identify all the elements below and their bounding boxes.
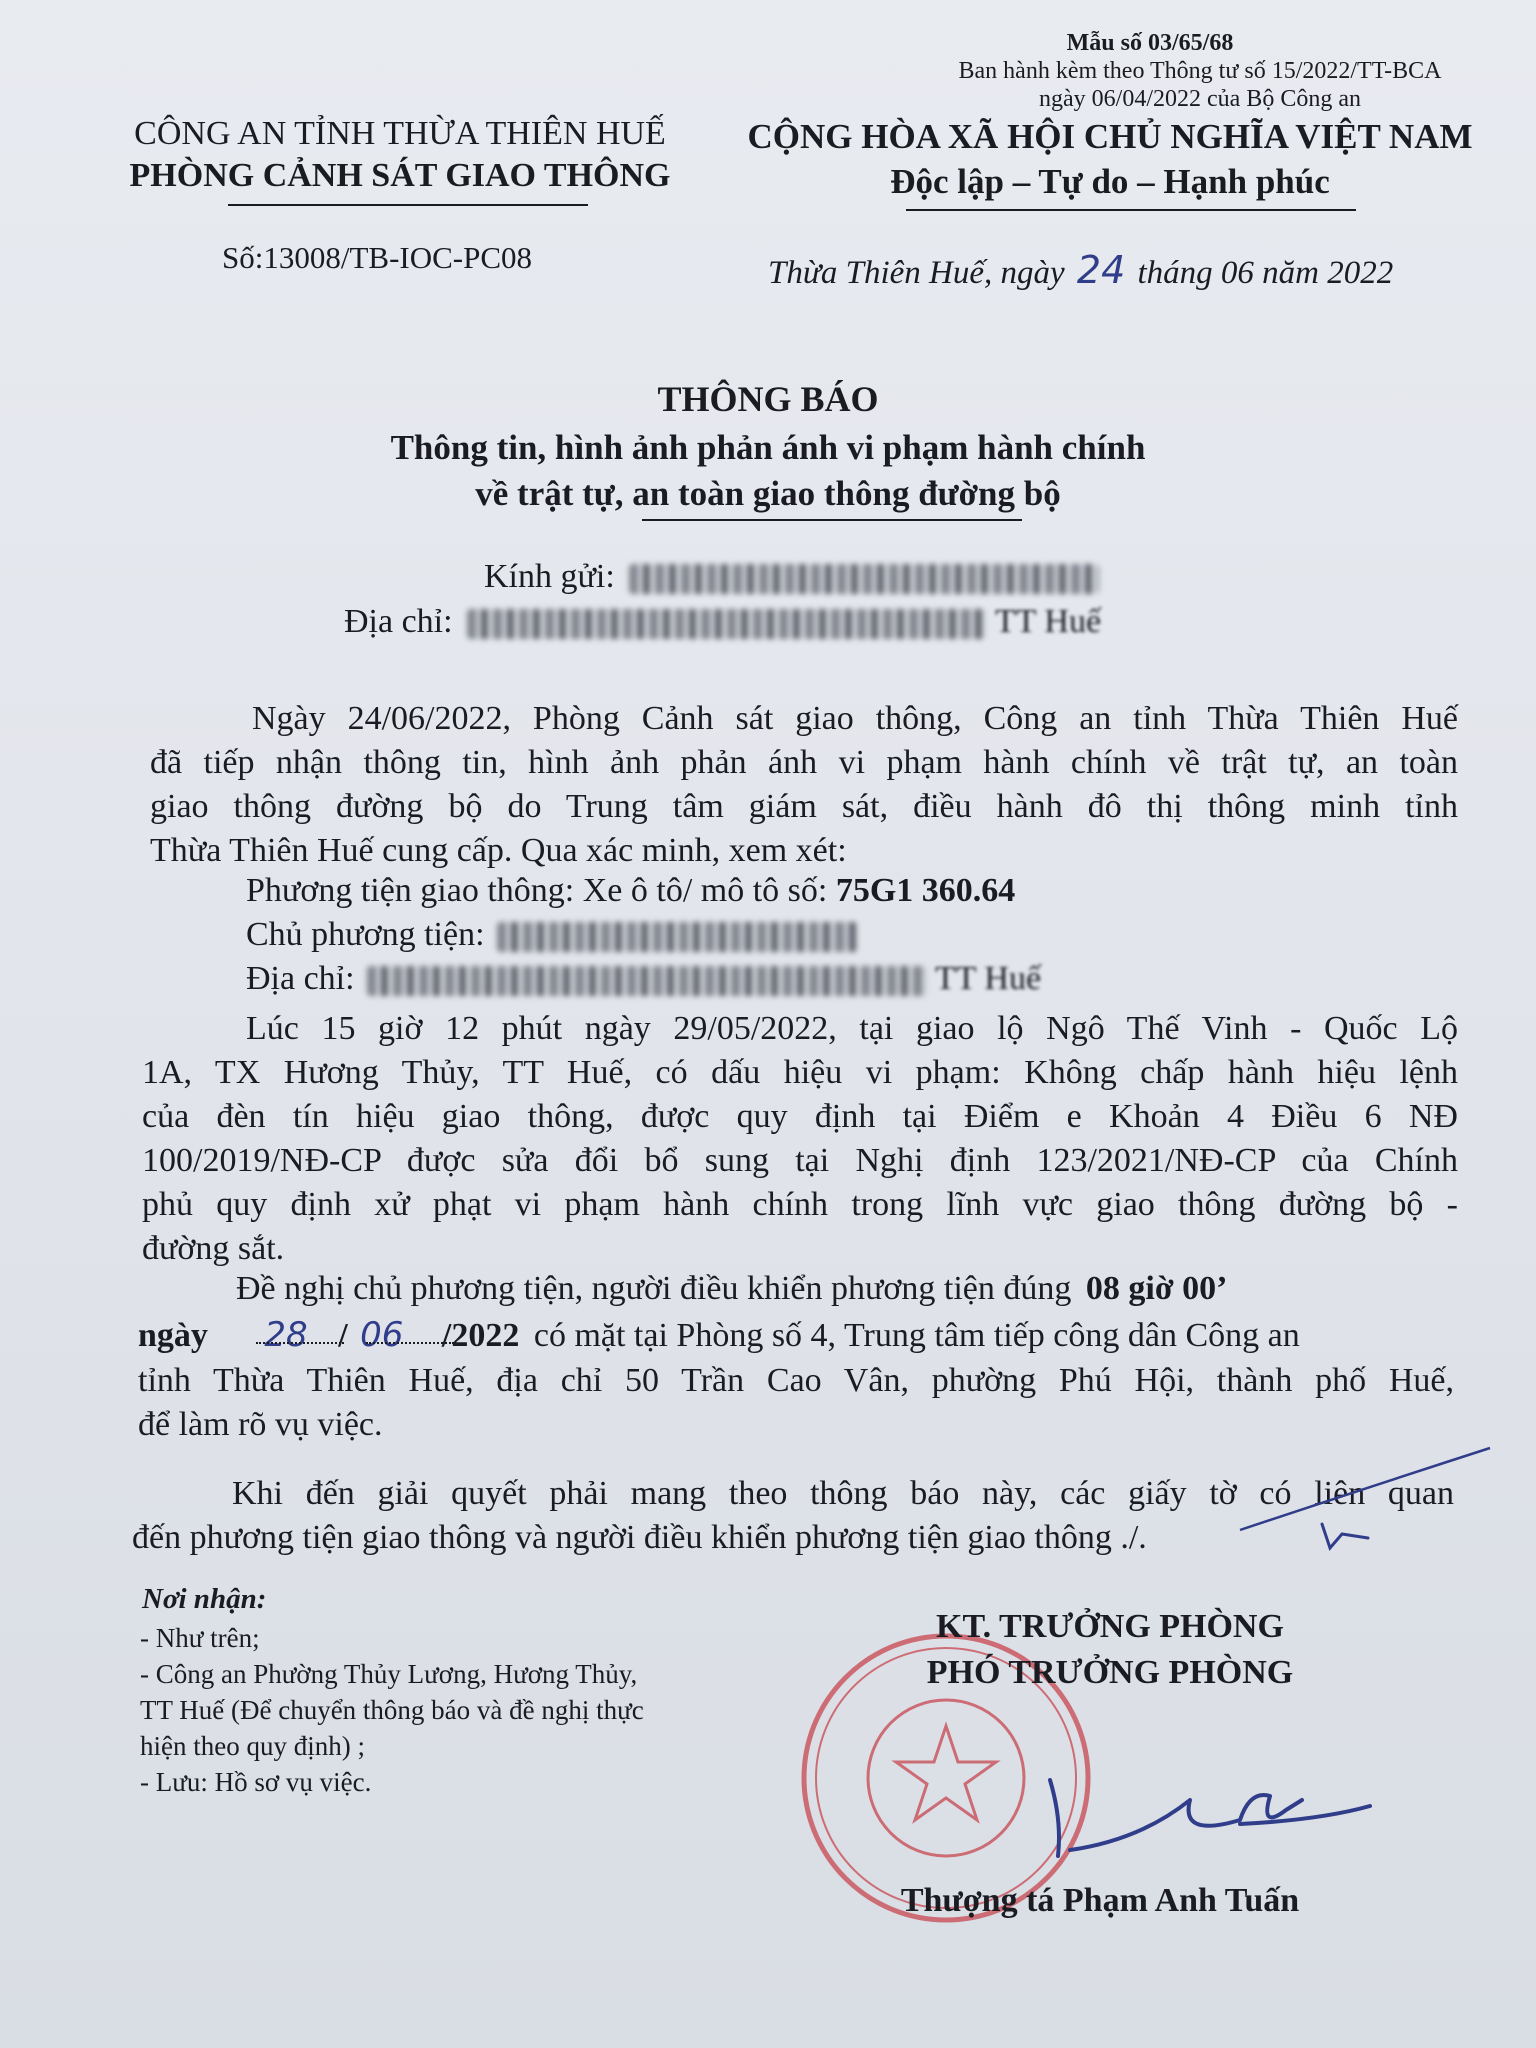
recipient-item-1: - Như trên; <box>140 1623 260 1653</box>
p2-line-6: đường sắt. <box>142 1230 285 1267</box>
day-fill-dots <box>256 1342 344 1344</box>
recipient-item-4: hiện theo quy định) ; <box>140 1731 365 1761</box>
place-date <box>768 248 1393 292</box>
place-date-suffix: tháng 06 năm 2022 <box>1137 255 1394 291</box>
recipients-list <box>140 1620 644 1800</box>
document-subtitle-2: về trật tự, an toàn giao thông đường bộ <box>475 474 1061 513</box>
p4-line-1: Khi đến giải quyết phải mang theo thông báo này, các giấy tờ có liên quan <box>232 1475 1454 1512</box>
signature-title-1: KT. TRƯỞNG PHÒNG <box>936 1608 1284 1645</box>
p2-line-4: 100/2019/NĐ-CP được sửa đổi bổ sung tại Nghị định 123/2021/NĐ-CP của Chính <box>142 1142 1458 1179</box>
recipient-line <box>484 558 1099 596</box>
redacted-recipient-name <box>629 564 1099 594</box>
p1-line-4: Thừa Thiên Huế cung cấp. Qua xác minh, xem xét: <box>150 832 847 869</box>
p3-line-1 <box>236 1270 1228 1308</box>
date-separator: / <box>338 1317 348 1354</box>
paragraph-3 <box>138 1359 1454 1447</box>
p1-line-1: Ngày 24/06/2022, Phòng Cảnh sát giao thông, Công an tỉnh Thừa Thiên Huế <box>252 700 1458 737</box>
signer-name: Thượng tá Phạm Anh Tuấn <box>900 1882 1300 1919</box>
p2-line-5: phủ quy định xử phạt vi phạm hành chính trong lĩnh vực giao thông đường bộ - <box>142 1186 1458 1223</box>
vehicle-label: Phương tiện giao thông: Xe ô tô/ mô tô số: <box>246 872 828 909</box>
national-motto: Độc lập – Tự do – Hạnh phúc <box>890 162 1330 201</box>
agency-underline <box>228 204 588 206</box>
recipient-address-tail: TT Huế <box>994 603 1102 640</box>
national-name: CỘNG HÒA XÃ HỘI CHỦ NGHĨA VIỆT NAM <box>747 117 1473 156</box>
p3-line-1-text: Đề nghị chủ phương tiện, người điều khiển phương tiện đúng <box>236 1270 1072 1307</box>
owner-address-label: Địa chỉ: <box>246 960 355 997</box>
p1-line-3: giao thông đường bộ do Trung tâm giám sát, điều hành đô thị thông minh tỉnh <box>150 788 1458 825</box>
agency-name: PHÒNG CẢNH SÁT GIAO THÔNG <box>129 157 671 194</box>
recipient-address-line <box>344 603 1101 641</box>
appointment-year: /2022 <box>441 1317 520 1354</box>
vehicle-plate: 75G1 360.64 <box>835 872 1016 909</box>
appointment-day-label: ngày <box>138 1317 208 1354</box>
issued-date-line: ngày 06/04/2022 của Bộ Công an <box>1039 86 1361 112</box>
redacted-owner-name <box>497 922 857 952</box>
document-subtitle-1: Thông tin, hình ảnh phản ánh vi phạm hành chính <box>390 428 1146 467</box>
title-underline <box>642 519 1022 521</box>
appointment-place: có mặt tại Phòng số 4, Trung tâm tiếp công dân Công an <box>533 1317 1300 1354</box>
issued-circular-line: Ban hành kèm theo Thông tư số 15/2022/TT-BCA <box>958 58 1442 84</box>
owner-address-line <box>246 960 1041 998</box>
paragraph-1 <box>150 697 1458 873</box>
handwritten-signature-icon <box>1040 1760 1440 1880</box>
place-date-prefix: Thừa Thiên Huế, ngày <box>768 255 1065 291</box>
p2-line-1: Lúc 15 giờ 12 phút ngày 29/05/2022, tại giao lộ Ngô Thế Vinh - Quốc Lộ <box>246 1010 1458 1047</box>
recipient-label: Kính gửi: <box>484 558 615 595</box>
recipient-address-label: Địa chỉ: <box>344 603 453 640</box>
recipient-item-3: TT Huế (Để chuyển thông báo và đề nghị thực <box>140 1695 644 1725</box>
signature-title-2: PHÓ TRƯỞNG PHÒNG <box>926 1654 1294 1691</box>
month-fill-dots <box>366 1342 454 1344</box>
appointment-time: 08 giờ 00’ <box>1085 1270 1228 1307</box>
motto-underline <box>906 209 1356 211</box>
p4-line-2: đến phương tiện giao thông và người điều khiển phương tiện giao thông ./. <box>132 1519 1147 1556</box>
recipient-item-5: - Lưu: Hồ sơ vụ việc. <box>140 1767 372 1797</box>
redacted-recipient-address <box>467 609 987 639</box>
p1-line-2: đã tiếp nhận thông tin, hình ảnh phản ánh vi phạm hành chính về trật tự, an toàn <box>150 744 1458 781</box>
owner-address-tail: TT Huế <box>934 960 1042 997</box>
p2-line-3: của đèn tín hiệu giao thông, được quy định tại Điểm e Khoản 4 Điều 6 NĐ <box>142 1098 1458 1135</box>
handwritten-appointment-month: 06 <box>360 1315 404 1355</box>
form-number: Mẫu số 03/65/68 <box>1066 30 1234 56</box>
pen-stroke-icon <box>1240 1440 1500 1540</box>
p3-line-2: tỉnh Thừa Thiên Huế, địa chỉ 50 Trần Cao Vân, phường Phú Hội, thành phố Huế, <box>138 1362 1454 1399</box>
p3-date-line <box>138 1315 1300 1355</box>
vehicle-line <box>246 872 1015 910</box>
p3-line-3: để làm rõ vụ việc. <box>138 1406 383 1443</box>
paragraph-2 <box>142 1007 1458 1271</box>
handwritten-day: 24 <box>1076 248 1126 292</box>
handwritten-appointment-day: 28 <box>264 1315 308 1355</box>
recipients-title: Nơi nhận: <box>142 1583 267 1615</box>
redacted-owner-address <box>367 966 927 996</box>
p2-line-2: 1A, TX Hương Thủy, TT Huế, có dấu hiệu vi phạm: Không chấp hành hiệu lệnh <box>142 1054 1458 1091</box>
owner-line <box>246 916 857 954</box>
recipient-item-2: - Công an Phường Thủy Lương, Hương Thủy, <box>140 1659 638 1689</box>
owner-label: Chủ phương tiện: <box>246 916 485 953</box>
document-number: Số:13008/TB-IOC-PC08 <box>222 240 533 275</box>
document-title: THÔNG BÁO <box>657 379 879 419</box>
agency-parent: CÔNG AN TỈNH THỪA THIÊN HUẾ <box>134 115 666 152</box>
